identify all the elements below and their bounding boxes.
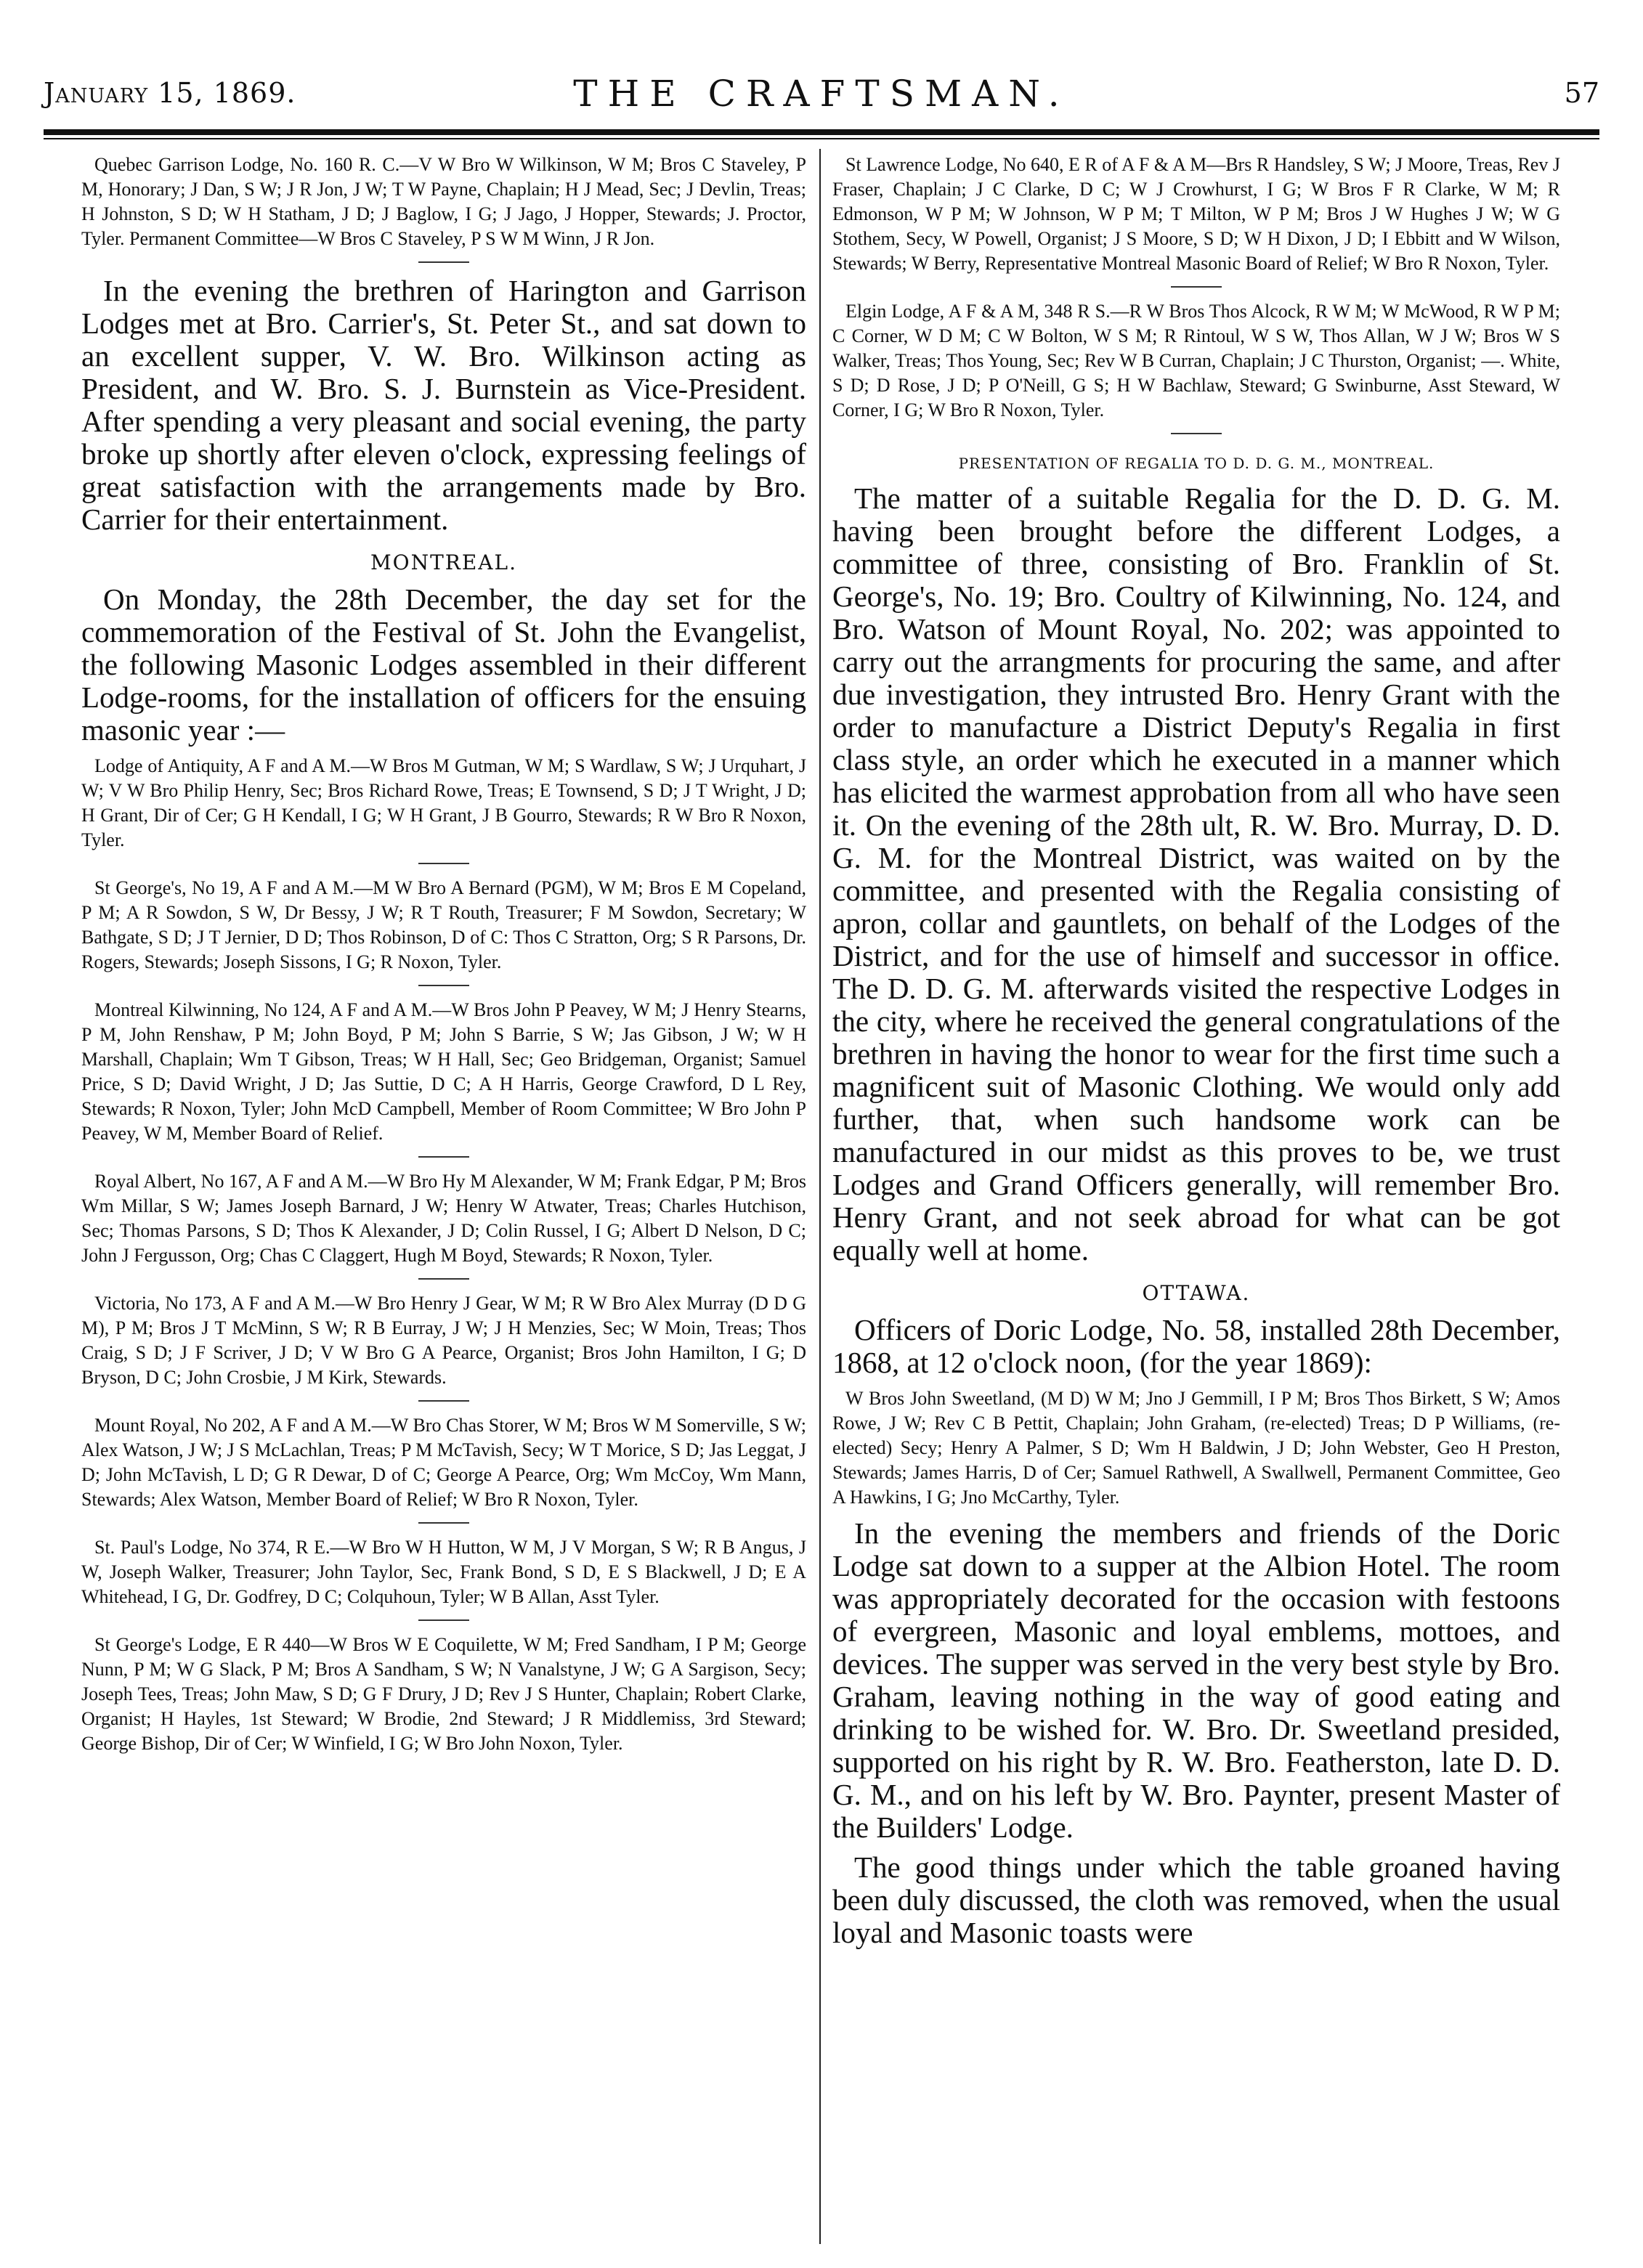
separator-rule [1171,286,1222,288]
separator-rule [418,985,469,986]
ottawa-heading: OTTAWA. [1142,1281,1251,1305]
presentation-heading: PRESENTATION OF REGALIA TO D. D. G. M., MONTREAL. [958,455,1435,472]
separator-rule [418,1156,469,1158]
left-column [81,153,806,2244]
good-things-paragraph: The good things under which the table groaned having been duly discussed, the cloth was removed, when the usual loyal and Masonic toasts were [832,1850,1560,1949]
separator-rule [418,1522,469,1524]
issue-date: January 15, 1869. [44,77,296,109]
header-rule-thin [44,138,1599,139]
evening-supper-paragraph: In the evening the brethren of Harington and Garrison Lodges met at Bro. Carrier's, St. Peter St., and sat down to an excellent supper, V. W. Bro. Wilkinson acting as President, and W. Bro. S. J. Burnstein as Vice-President. After spending a very pleasant and social evening, the party broke up shortly after eleven o'clock, expressing feelings of great satisfaction with the arrangements made by Bro. Carrier for their entertainment. [81,274,806,536]
publication-title: THE CRAFTSMAN. [573,73,1070,115]
montreal-intro-paragraph: On Monday, the 28th December, the day set for the commemoration of the Festival of St. John the Evangelist, the following Masonic Lodges assembled in their different Lodge-rooms, for the installation of officers for the ensuing masonic year :— [81,582,806,747]
ottawa-intro-paragraph: Officers of Doric Lodge, No. 58, installed 28th December, 1868, at 12 o'clock noon, (for the year 1869): [832,1313,1560,1379]
presentation-paragraph: The matter of a suitable Regalia for the D. D. G. M. having been brought before the different Lodges, a committee of three, consisting of Bro. Franklin of St. George's, No. 19; Bro. Coultry of Kilwinning, No. 124, and Bro. Watson of Mount Royal, No. 202; was appointed to carry out the arrangments for procuring the same, and after due investigation, they intrusted Bro. Henry Grant with the order to manufacture a District Deputy's Regalia in first class style, an order which he executed in a manner which has elicited the warmest approbation from all who have seen it. On the evening of the 28th ult, R. W. Bro. Murray, D. D. G. M. for the Montreal District, was waited on by the committee, and presented with the Regalia consisting of apron, collar and gauntlets, on behalf of the Lodges of the District, and for the use of himself and successor in office. The D. D. G. M. afterwards visited the respective Lodges in the city, where he received the general congratulations of the brethren in having the honor to wear for the first time such a magnificent suit of Masonic Clothing. We would only add further, that, when such handsome work can be manufactured in our midst as this proves to be, we trust Lodges and Grand Officers generally, will remember Bro. Henry Grant, and not seek abroad for what can be got equally well at home. [832,481,1560,1267]
victoria-officers: Victoria, No 173, A F and A M.—W Bro Henry J Gear, W M; R W Bro Alex Murray (D D G M), P M; Bros J T McMinn, S W; R B Eurray, J W; J H Menzies, Sec; W Moin, Treas; Thos Craig, S D; J F Scriver, J D; V W Bro G A Pearce, Organist; Bros John Hamilton, I G; D Bryson, D C; John Crosbie, J M Kirk, Stewards. [81,1293,806,1388]
doric-lodge-officers: W Bros John Sweetland, (M D) W M; Jno J Gemmill, I P M; Bros Thos Birkett, S W; Amos Rowe, J W; Rev C B Pettit, Chaplain; John Graham, (re-elected) Treas; D P Williams, (re-elected) Secy; Henry A Palmer, S D; Wm H Baldwin, J D; John Webster, Geo H Preston, Stewards; James Harris, D of Cer; Samuel Rathwell, A Swallwell, Permanent Committee, Geo A Hawkins, I G; Jno McCarthy, Tyler. [832,1388,1560,1508]
column-divider [819,149,821,2244]
st-pauls-lodge-officers: St. Paul's Lodge, No 374, R E.—W Bro W H Hutton, W M, J V Morgan, S W; R B Angus, J W, Joseph Walker, Treasurer; John Taylor, Sec, Frank Bond, S D, E S Blackwell, J D; E A Whitehead, I G, Dr. Godfrey, D C; Colquhoun, Tyler; W B Allan, Asst Tyler. [81,1537,806,1607]
separator-rule [418,863,469,864]
montreal-heading: MONTREAL. [370,550,518,574]
st-lawrence-lodge-officers: St Lawrence Lodge, No 640, E R of A F & A M—Brs R Handsley, S W; J Moore, Treas, Rev J Fraser, Chaplain; J C Clarke, D C; W J Crowhurst, I G; W Bros F R Clarke, W M; R Edmonson, W P M; W Johnson, W P M; T Milton, W P M; Bros J W Hughes J W; W G Stothem, Secy, W Powell, Organist; J S Moore, S D; W H Dixon, J D; I Ebbitt and W Wilson, Stewards; W Berry, Representative Montreal Masonic Board of Relief; W Bro R Noxon, Tyler. [832,154,1560,274]
header-rule-thick [44,129,1599,135]
separator-rule [418,261,469,263]
st-georges-19-officers: St George's, No 19, A F and A M.—M W Bro A Bernard (PGM), W M; Bros E M Copeland, P M; A R Sowdon, S W, Dr Bessy, J W; R T Routh, Treasurer; F M Sowdon, Secretary; W Bathgate, S D; J T Jernier, D D; Thos Robinson, D of C: Thos C Stratton, Org; S R Parsons, Dr. Rogers, Stewards; Joseph Sissons, I G; R Noxon, Tyler. [81,877,806,972]
page-number: 57 [1564,77,1599,109]
lodge-of-antiquity-officers: Lodge of Antiquity, A F and A M.—W Bros M Gutman, W M; S Wardlaw, S W; J Urquhart, J W; V W Bro Philip Henry, Sec; Bros Richard Rowe, Treas; E Townsend, S D; J T Wright, J D; H Grant, Dir of Cer; G H Kendall, I G; W H Grant, J B Gourro, Stewards; R W Bro R Noxon, Tyler. [81,755,806,850]
page-header [44,73,1599,116]
royal-albert-officers: Royal Albert, No 167, A F and A M.—W Bro Hy M Alexander, W M; Frank Edgar, P M; Bros Wm Millar, S W; James Joseph Barnard, J W; Henry W Atwater, Treas; Charles Hutchison, Sec; Thomas Parsons, S D; Thos K Alexander, J D; Colin Russel, I G; Albert D Nelson, D C; John J Fergusson, Org; Chas C Claggert, Hugh M Boyd, Stewards; R Noxon, Tyler. [81,1171,806,1266]
separator-rule [418,1278,469,1280]
montreal-kilwinning-officers: Montreal Kilwinning, No 124, A F and A M.—W Bros John P Peavey, W M; J Henry Stearns, P M, John Renshaw, P M; John Boyd, P M; John S Barrie, S W; Jas Gibson, J W; W H Marshall, Chaplain; Wm T Gibson, Treas; W H Hall, Sec; Geo Bridgeman, Organist; Samuel Price, S D; David Wright, J D; Jas Suttie, D C; A H Harris, George Crawford, D L Rey, Stewards; R Noxon, Tyler; John McD Campbell, Member of Room Committee; W Bro John P Peavey, W M, Member Board of Relief. [81,999,806,1144]
doric-evening-paragraph: In the evening the members and friends of the Doric Lodge sat down to a supper at the Albion Hotel. The room was appropriately decorated for the occasion with festoons of evergreen, Masonic and loyal emblems, mottoes, and devices. The supper was served in the very best style by Bro. Graham, leaving nothing in the way of good eating and drinking to be wished for. W. Bro. Dr. Sweetland presided, supported on his right by R. W. Bro. Featherston, late D. D. G. M., and on his left by W. Bro. Paynter, present Master of the Builders' Lodge. [832,1516,1560,1844]
separator-rule [418,1400,469,1402]
quebec-garrison-lodge-officers: Quebec Garrison Lodge, No. 160 R. C.—V W Bro W Wilkinson, W M; Bros C Staveley, P M, Honorary; J Dan, S W; J R Jon, J W; T W Payne, Chaplain; H J Mead, Sec; J Devlin, Treas; H Johnston, S D; W H Statham, J D; J Baglow, I G; J Jago, J Hopper, Stewards; J. Proctor, Tyler. Permanent Committee—W Bros C Staveley, P S W M Winn, J R Jon. [81,154,806,249]
separator-rule [1171,433,1222,434]
right-column [832,153,1560,2244]
mount-royal-officers: Mount Royal, No 202, A F and A M.—W Bro Chas Storer, W M; Bros W M Somerville, S W; Alex Watson, J W; J S McLachlan, Treas; P M McTavish, Secy; W T Morice, S D; Jas Leggat, J D; John McTavish, L D; G R Dewar, D of C; George A Pearce, Org; Wm McCoy, Wm Mann, Stewards; Alex Watson, Member Board of Relief; W Bro R Noxon, Tyler. [81,1415,806,1510]
separator-rule [418,1619,469,1621]
st-georges-440-officers: St George's Lodge, E R 440—W Bros W E Coquilette, W M; Fred Sandham, I P M; George Nunn, P M; W G Slack, P M; Bros A Sandham, S W; N Vanalstyne, J W; G A Sargison, Secy; Joseph Tees, Treas; John Maw, S D; G F Drury, J D; Rev J S Hunter, Chaplain; Robert Clarke, Organist; H Hayles, 1st Steward; W Brodie, 2nd Steward; J R Middlemiss, 3rd Steward; George Bishop, Dir of Cer; W Winfield, I G; W Bro John Noxon, Tyler. [81,1634,806,1754]
elgin-lodge-officers: Elgin Lodge, A F & A M, 348 R S.—R W Bros Thos Alcock, R W M; W McWood, R W P M; C Corner, W D M; C W Bolton, W S M; R Rintoul, W S W, Thos Allan, W J W; Bros W S Walker, Treas; Thos Young, Sec; Rev W B Curran, Chaplain; J C Thurston, Organist; —. White, S D; D Rose, J D; P O'Neill, G S; H W Bachlaw, Steward; G Swinburne, Asst Steward, W Corner, I G; W Bro R Noxon, Tyler. [832,301,1560,420]
